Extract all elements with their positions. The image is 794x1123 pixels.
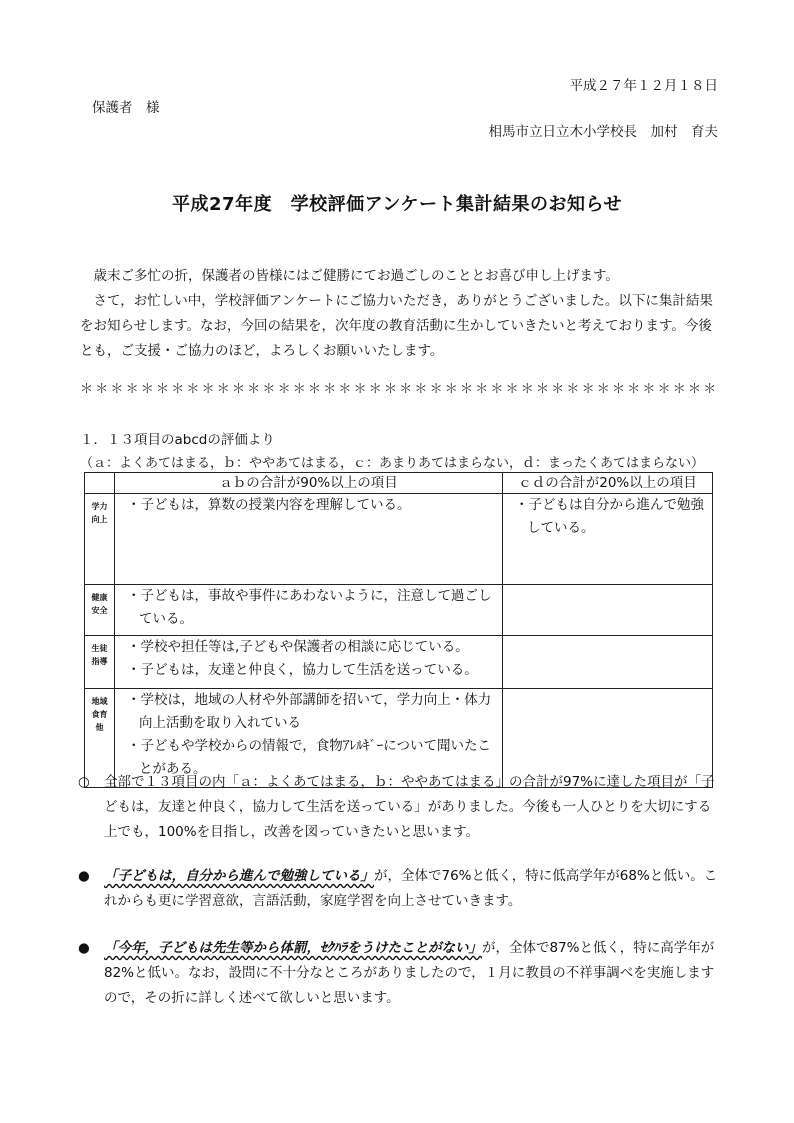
category-label: 地域: [91, 697, 108, 706]
sender: 相馬市立日立木小学校長 加村 育夫: [488, 124, 718, 140]
document-date: 平成２７年１２月１８日: [569, 78, 718, 94]
result-note-1: [78, 770, 722, 845]
cd-cell: [503, 585, 713, 636]
section-heading: １．１３項目のabcdの評価より: [80, 432, 275, 448]
cd-cell: [503, 494, 713, 585]
category-label: 生徒: [91, 644, 108, 653]
cd-item: ・子どもは自分から進んで勉強している。: [515, 497, 704, 536]
ab-item: ・子どもや学校からの情報で，食物ｱﾚﾙｷﾞｰについて聞いたことがある。: [127, 738, 491, 777]
note-text: が，全体で87%と低く，特に高学年が82%と低い。なお，設問に不十分なところがありましたので，１月に教員の不祥事調べを実施しますので，その折に詳しく述べて欲しいと思います。: [104, 940, 715, 1006]
ab-item: ・子どもは，友達と仲良く，協力して生活を送っている。: [127, 662, 478, 678]
note-body: [104, 936, 722, 1011]
category-cell: [85, 494, 115, 585]
note-emphasis: 「子どもは，自分から進んで勉強している」: [104, 868, 374, 884]
filled-bullet-icon: ●: [78, 940, 90, 956]
ab-item: ・学校や担任等は,子どもや保護者の相談に応じている。: [127, 639, 469, 655]
note-text: 全部で１３項目の内「ａ：よくあてはまる，ｂ：ややあてはまる」の合計が97%に達した項目が「子どもは，友達と仲良く，協力して生活を送っている」がありました。今後も一人ひとりを大切にする上でも，100%を目指し，改善を図っていきたいと思います。: [104, 774, 715, 840]
category-cell: [85, 585, 115, 636]
header-cd: ｃｄの合計が20%以上の項目: [503, 473, 713, 494]
filled-bullet-icon: ●: [78, 868, 90, 884]
ab-item: ・子どもは，算数の授業内容を理解している。: [127, 497, 411, 513]
note-emphasis: 「今年，子どもは先生等から体罰，ｾｸﾊﾗをうけたことがない」: [104, 940, 482, 956]
category-label: 向上: [91, 515, 108, 524]
table-row: [85, 494, 713, 585]
page-title: 平成27年度 学校評価アンケート集計結果のお知らせ: [172, 194, 622, 215]
category-label: 安全: [91, 606, 108, 615]
circle-bullet-icon: ○: [78, 774, 90, 790]
category-label: 他: [95, 723, 104, 732]
result-note-2: [78, 864, 722, 914]
recipient: 保護者 様: [92, 100, 160, 116]
category-label: 食育: [91, 710, 108, 719]
intro-paragraph-1: 歳末ご多忙の折，保護者の皆様にはご健勝にてお過ごしのこととお喜び申し上げます。: [80, 268, 619, 284]
note-text: が，全体で76%と低く，特に低高学年が68%と低い。これからも更に学習意欲，言語活動，家庭学習を向上させていきます。: [104, 868, 718, 909]
evaluation-table: [84, 472, 713, 788]
table-row: [85, 636, 713, 689]
ab-cell: [115, 585, 503, 636]
cd-cell: [503, 636, 713, 689]
category-label: 学力: [91, 502, 108, 511]
header-ab: ａｂの合計が90%以上の項目: [115, 473, 503, 494]
category-label: 指導: [91, 657, 108, 666]
ab-item: ・学校は，地域の人材や外部講師を招いて，学力向上・体力向上活動を取り入れている: [127, 692, 492, 731]
ab-item: ・子どもは，事故や事件にあわないように，注意して過ごしている。: [127, 588, 492, 627]
table-row: [85, 585, 713, 636]
ab-cell: [115, 494, 503, 585]
category-cell: [85, 636, 115, 689]
intro-paragraph-2: さて，お忙しい中，学校評価アンケートにご協力いただき，ありがとうございました。以下に集計結果をお知らせします。なお，今回の結果を，次年度の教育活動に生かしていきたいと考えております。今後とも，ご支援・ご協力のほど，よろしくお願いいたします。: [80, 293, 713, 359]
ab-cell: [115, 636, 503, 689]
result-note-3: [78, 936, 722, 1011]
rating-legend: （ａ：よくあてはまる，ｂ：ややあてはまる，ｃ：あまりあてはまらない，ｄ：まったくあてはまらない）: [80, 456, 705, 471]
note-body: [104, 864, 722, 914]
separator-line: ＊＊＊＊＊＊＊＊＊＊＊＊＊＊＊＊＊＊＊＊＊＊＊＊＊＊＊＊＊＊＊＊＊＊＊＊＊＊＊＊＊＊: [80, 382, 719, 397]
category-label: 健康: [91, 593, 108, 602]
header-category-cell: [85, 473, 115, 494]
table-header-row: [85, 473, 713, 494]
